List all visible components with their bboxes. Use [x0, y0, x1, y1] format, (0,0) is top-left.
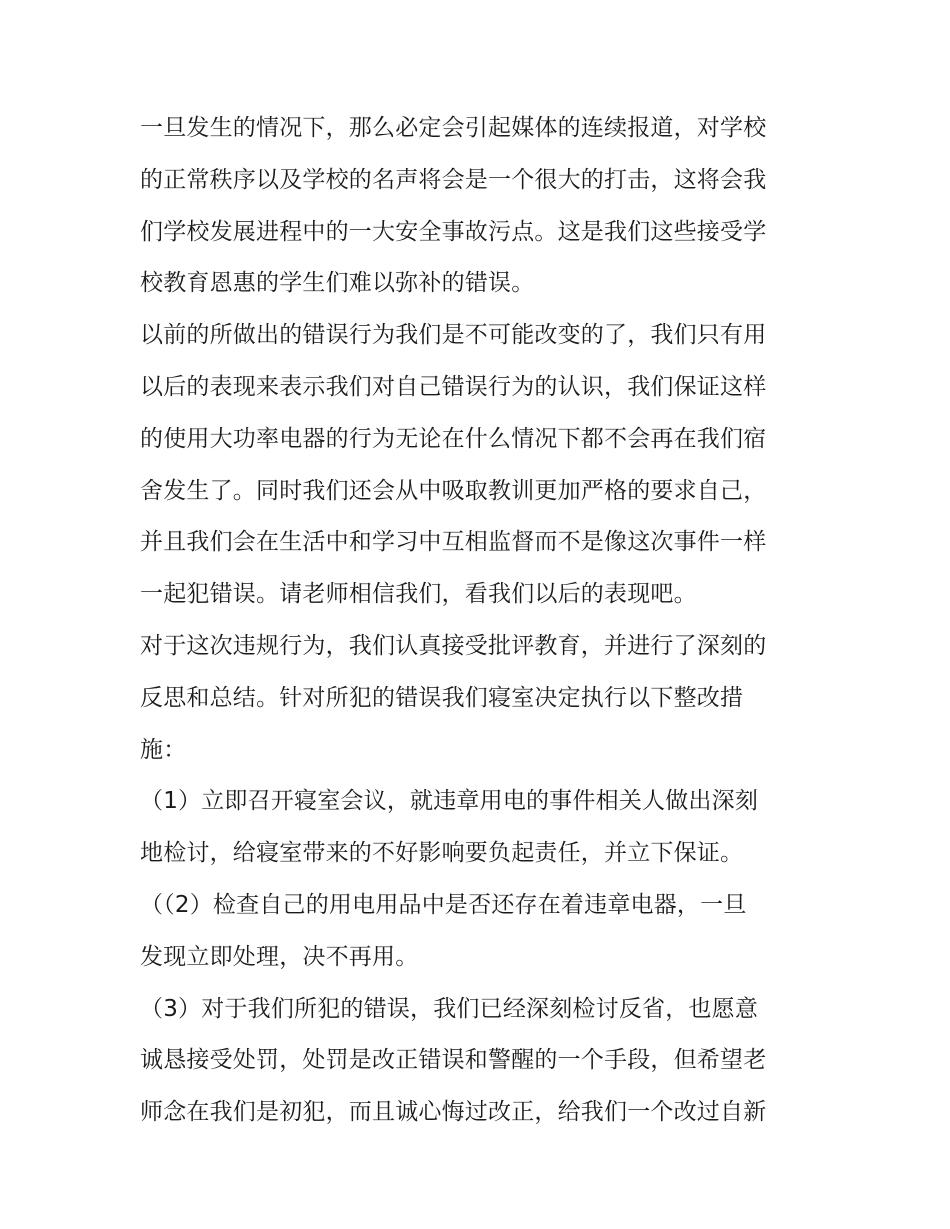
text-line-8: 舍发生了。同时我们还会从中吸取教训更加严格的要求自己，: [140, 477, 767, 504]
text-line-16: （（2）检查自己的用电用品中是否还存在着违章电器，一旦: [140, 891, 747, 918]
text-line-10: 一起犯错误。请老师相信我们，看我们以后的表现吧。: [140, 581, 697, 608]
text-line-18: （3）对于我们所犯的错误，我们已经深刻检讨反省，也愿意: [140, 995, 759, 1022]
text-line-12: 反思和总结。针对所犯的错误我们寝室决定执行以下整改措: [140, 684, 744, 711]
text-line-3: 们学校发展进程中的一大安全事故污点。这是我们这些接受学: [140, 218, 767, 245]
text-line-19: 诚恳接受处罚，处罚是改正错误和警醒的一个手段，但希望老: [140, 1047, 767, 1074]
text-line-15: 地检讨，给寝室带来的不好影响要负起责任，并立下保证。: [140, 840, 744, 867]
text-line-2: 的正常秩序以及学校的名声将会是一个很大的打击，这将会我: [140, 166, 767, 193]
document-body: [140, 103, 820, 1139]
text-line-17: 发现立即处理，决不再用。: [140, 943, 419, 970]
text-line-20: 师念在我们是初犯，而且诚心悔过改正，给我们一个改过自新: [140, 1099, 767, 1126]
text-line-13: 施：: [140, 736, 187, 763]
text-line-7: 的使用大功率电器的行为无论在什么情况下都不会再在我们宿: [140, 425, 767, 452]
text-line-4: 校教育恩惠的学生们难以弥补的错误。: [140, 270, 535, 297]
text-line-14: （1）立即召开寝室会议，就违章用电的事件相关人做出深刻: [140, 788, 759, 815]
text-line-9: 并且我们会在生活中和学习中互相监督而不是像这次事件一样: [140, 529, 767, 556]
text-line-11: 对于这次违规行为，我们认真接受批评教育，并进行了深刻的: [140, 632, 767, 659]
text-line-1: 一旦发生的情况下，那么必定会引起媒体的连续报道，对学校: [140, 115, 767, 141]
text-line-5: 以前的所做出的错误行为我们是不可能改变的了，我们只有用: [140, 322, 767, 349]
text-line-6: 以后的表现来表示我们对自己错误行为的认识，我们保证这样: [140, 373, 767, 400]
